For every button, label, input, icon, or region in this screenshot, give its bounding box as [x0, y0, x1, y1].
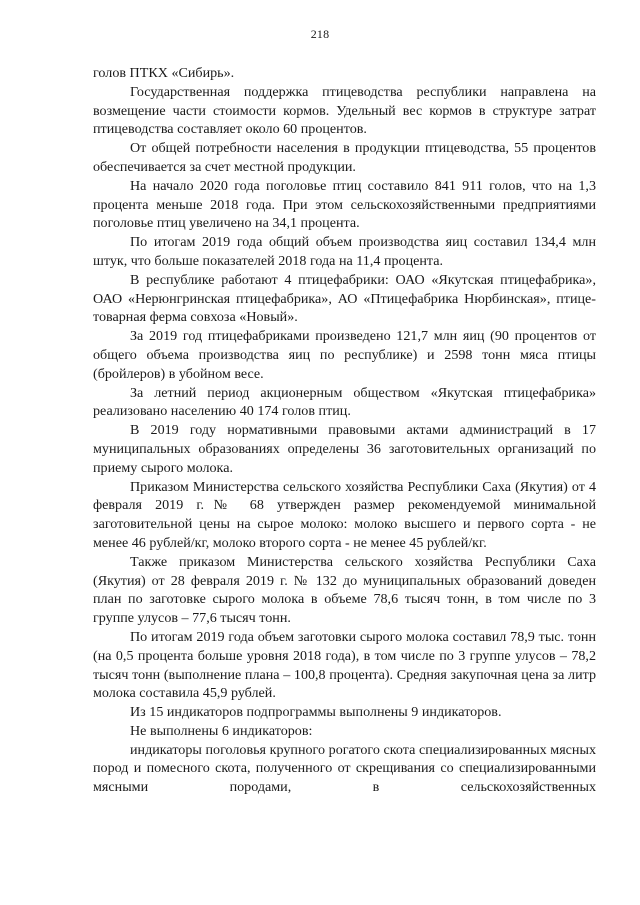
paragraph: За 2019 год птицефабриками произведено 121,7 млн яиц (90 процентов от общего объема производства яиц по республике) и 2598 тонн мяса птицы (бройлеров) в убойном весе.	[93, 328, 596, 382]
paragraph: По итогам 2019 года объем заготовки сырого молока составил 78,9 тыс. тонн (на 0,5 процента больше уровня 2018 года), в том числе по 3 группе улусов – 78,2 тысяч тонн (выполнение плана – 100,8 процента). Средняя закупочная цена за литр молока составила 45,9 рублей.	[93, 628, 596, 702]
paragraph: Государственная поддержка птицеводства республики направлена на возмещение части стоимости кормов. Удельный вес кормов в структуре затрат птицеводства составляет около 60 процентов.	[93, 83, 596, 138]
paragraph: В республике работают 4 птицефабрики: ОАО «Якутская птицефабрика», ОАО «Нерюнгринская птицефабрика», АО «Птицефабрика Нюрбинская», птице-товарная ферма совхоза «Новый».	[93, 271, 596, 326]
paragraph: За летний период акционерным обществом «Якутская птицефабрика» реализовано населению 40 174 голов птиц.	[93, 384, 596, 420]
paragraph: По итогам 2019 года общий объем производства яиц составил 134,4 млн штук, что больше показателей 2018 года на 11,4 процента.	[93, 234, 596, 269]
paragraph: индикаторы поголовья крупного рогатого скота специализированных мясных пород и помесного скота, полученного от скрещивания со специализированными мясными породами, в сельскохозяйственных	[93, 741, 596, 796]
paragraph: В 2019 году нормативными правовыми актами администраций в 17 муниципальных образованиях определены 36 заготовительных организаций по приему сырого молока.	[93, 422, 596, 476]
document-body	[93, 64, 596, 797]
paragraph: Не выполнены 6 индикаторов:	[130, 722, 313, 739]
paragraph: От общей потребности населения в продукции птицеводства, 55 процентов обеспечивается за счет местной продукции.	[93, 140, 596, 175]
paragraph: Из 15 индикаторов подпрограммы выполнены 9 индикаторов.	[130, 704, 502, 721]
page-number: 218	[310, 27, 330, 41]
paragraph: голов ПТКХ «Сибирь».	[93, 65, 235, 81]
paragraph: На начало 2020 года поголовье птиц составило 841 911 голов, что на 1,3 процента меньше 2018 года. При этом сельскохозяйственными предприятиями поголовье птиц увеличено на 34,1 процента.	[93, 177, 596, 232]
paragraph: Приказом Министерства сельского хозяйства Республики Саха (Якутия) от 4 февраля 2019 г.№ 68 утвержден размер рекомендуемой минимальной заготовительной цены на сырое молоко: молоко высшего и первого сорта - не менее 46 рублей/кг, молоко второго сорта - не менее 45 рублей/кг.	[93, 478, 596, 551]
paragraph: Также приказом Министерства сельского хозяйства Республики Саха (Якутия) от 28 февраля 2019 г. № 132 до муниципальных образований доведен план по заготовке сырого молока в объеме 78,6 тысяч тонн, в том числе по 3 группе улусов – 77,6 тысяч тонн.	[93, 553, 596, 627]
